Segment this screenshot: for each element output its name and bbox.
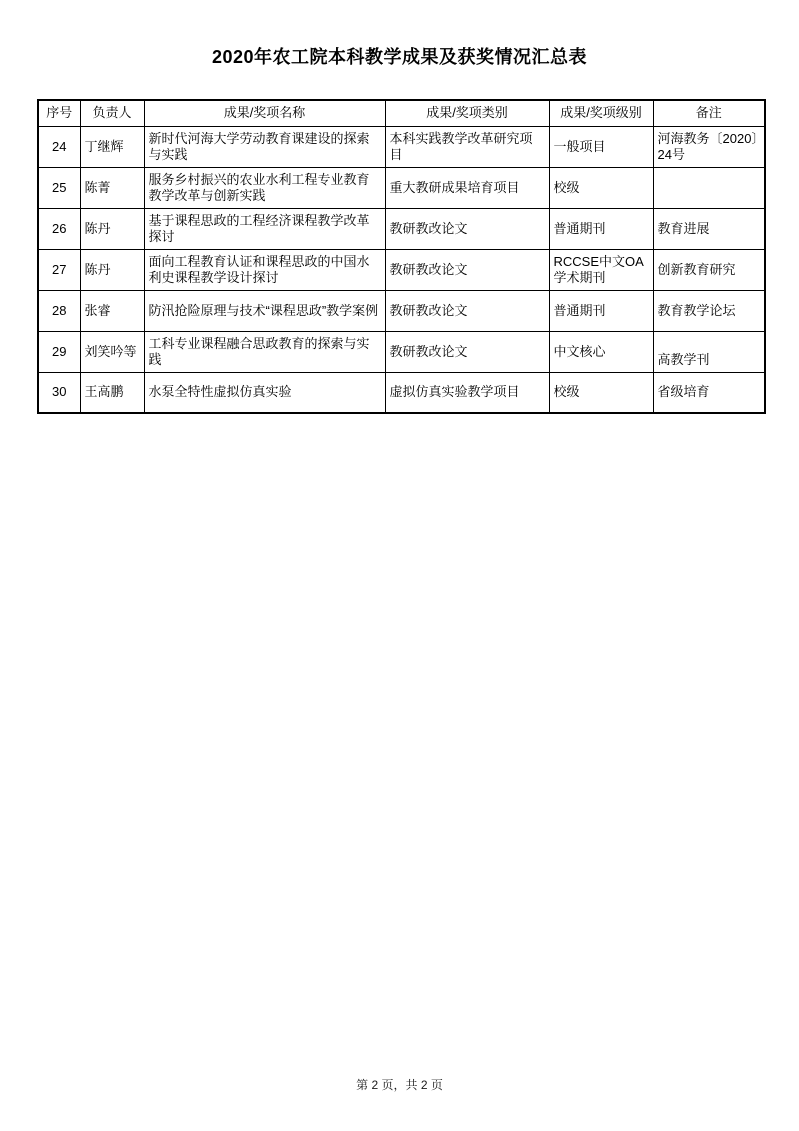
page-title: 2020年农工院本科教学成果及获奖情况汇总表 (211, 47, 588, 67)
column-header: 成果/奖项类别 (385, 100, 549, 126)
cell-category: 教研教改论文 (385, 208, 549, 249)
cell-achievement-name: 服务乡村振兴的农业水利工程专业教育教学改革与创新实践 (144, 167, 385, 208)
cell-remark (653, 167, 765, 208)
table-row (38, 372, 765, 413)
cell-achievement-name: 面向工程教育认证和课程思政的中国水利史课程教学设计探讨 (144, 249, 385, 290)
cell-category: 重大教研成果培育项目 (385, 167, 549, 208)
table-row (38, 290, 765, 331)
cell-remark: 高教学刊 (653, 331, 765, 372)
summary-table (37, 99, 766, 414)
cell-remark: 教育教学论坛 (653, 290, 765, 331)
table-row (38, 331, 765, 372)
column-header: 序号 (38, 100, 80, 126)
table-row (38, 167, 765, 208)
cell-category: 虚拟仿真实验教学项目 (385, 372, 549, 413)
cell-level: RCCSE中文OA学术期刊 (549, 249, 653, 290)
table-row (38, 249, 765, 290)
cell-person: 刘笑吟等 (80, 331, 144, 372)
cell-category: 本科实践教学改革研究项目 (385, 126, 549, 167)
cell-serial-number: 24 (38, 126, 80, 167)
cell-level: 校级 (549, 167, 653, 208)
cell-remark: 河海教务〔2020〕24号 (653, 126, 765, 167)
cell-serial-number: 29 (38, 331, 80, 372)
cell-level: 一般项目 (549, 126, 653, 167)
cell-level: 普通期刊 (549, 208, 653, 249)
cell-category: 教研教改论文 (385, 249, 549, 290)
cell-serial-number: 26 (38, 208, 80, 249)
cell-level: 普通期刊 (549, 290, 653, 331)
column-header: 成果/奖项级别 (549, 100, 653, 126)
table-header-row (38, 100, 765, 126)
page-number-footer: 第 2 页，共 2 页 (356, 1078, 443, 1092)
cell-remark: 创新教育研究 (653, 249, 765, 290)
cell-serial-number: 25 (38, 167, 80, 208)
cell-serial-number: 28 (38, 290, 80, 331)
cell-person: 丁继辉 (80, 126, 144, 167)
cell-person: 陈菁 (80, 167, 144, 208)
table-row (38, 126, 765, 167)
cell-category: 教研教改论文 (385, 290, 549, 331)
column-header: 负责人 (80, 100, 144, 126)
cell-person: 陈丹 (80, 208, 144, 249)
cell-remark: 教育进展 (653, 208, 765, 249)
cell-level: 中文核心 (549, 331, 653, 372)
cell-category: 教研教改论文 (385, 331, 549, 372)
cell-level: 校级 (549, 372, 653, 413)
cell-serial-number: 30 (38, 372, 80, 413)
cell-person: 张睿 (80, 290, 144, 331)
cell-achievement-name: 水泵全特性虚拟仿真实验 (144, 372, 385, 413)
column-header: 备注 (653, 100, 765, 126)
cell-achievement-name: 工科专业课程融合思政教育的探索与实践 (144, 331, 385, 372)
cell-achievement-name: 新时代河海大学劳动教育课建设的探索与实践 (144, 126, 385, 167)
cell-person: 王高鹏 (80, 372, 144, 413)
table-body (38, 126, 765, 413)
cell-achievement-name: 防汛抢险原理与技术“课程思政”教学案例 (144, 290, 385, 331)
cell-person: 陈丹 (80, 249, 144, 290)
table-row (38, 208, 765, 249)
cell-remark: 省级培育 (653, 372, 765, 413)
cell-serial-number: 27 (38, 249, 80, 290)
cell-achievement-name: 基于课程思政的工程经济课程教学改革探讨 (144, 208, 385, 249)
column-header: 成果/奖项名称 (144, 100, 385, 126)
